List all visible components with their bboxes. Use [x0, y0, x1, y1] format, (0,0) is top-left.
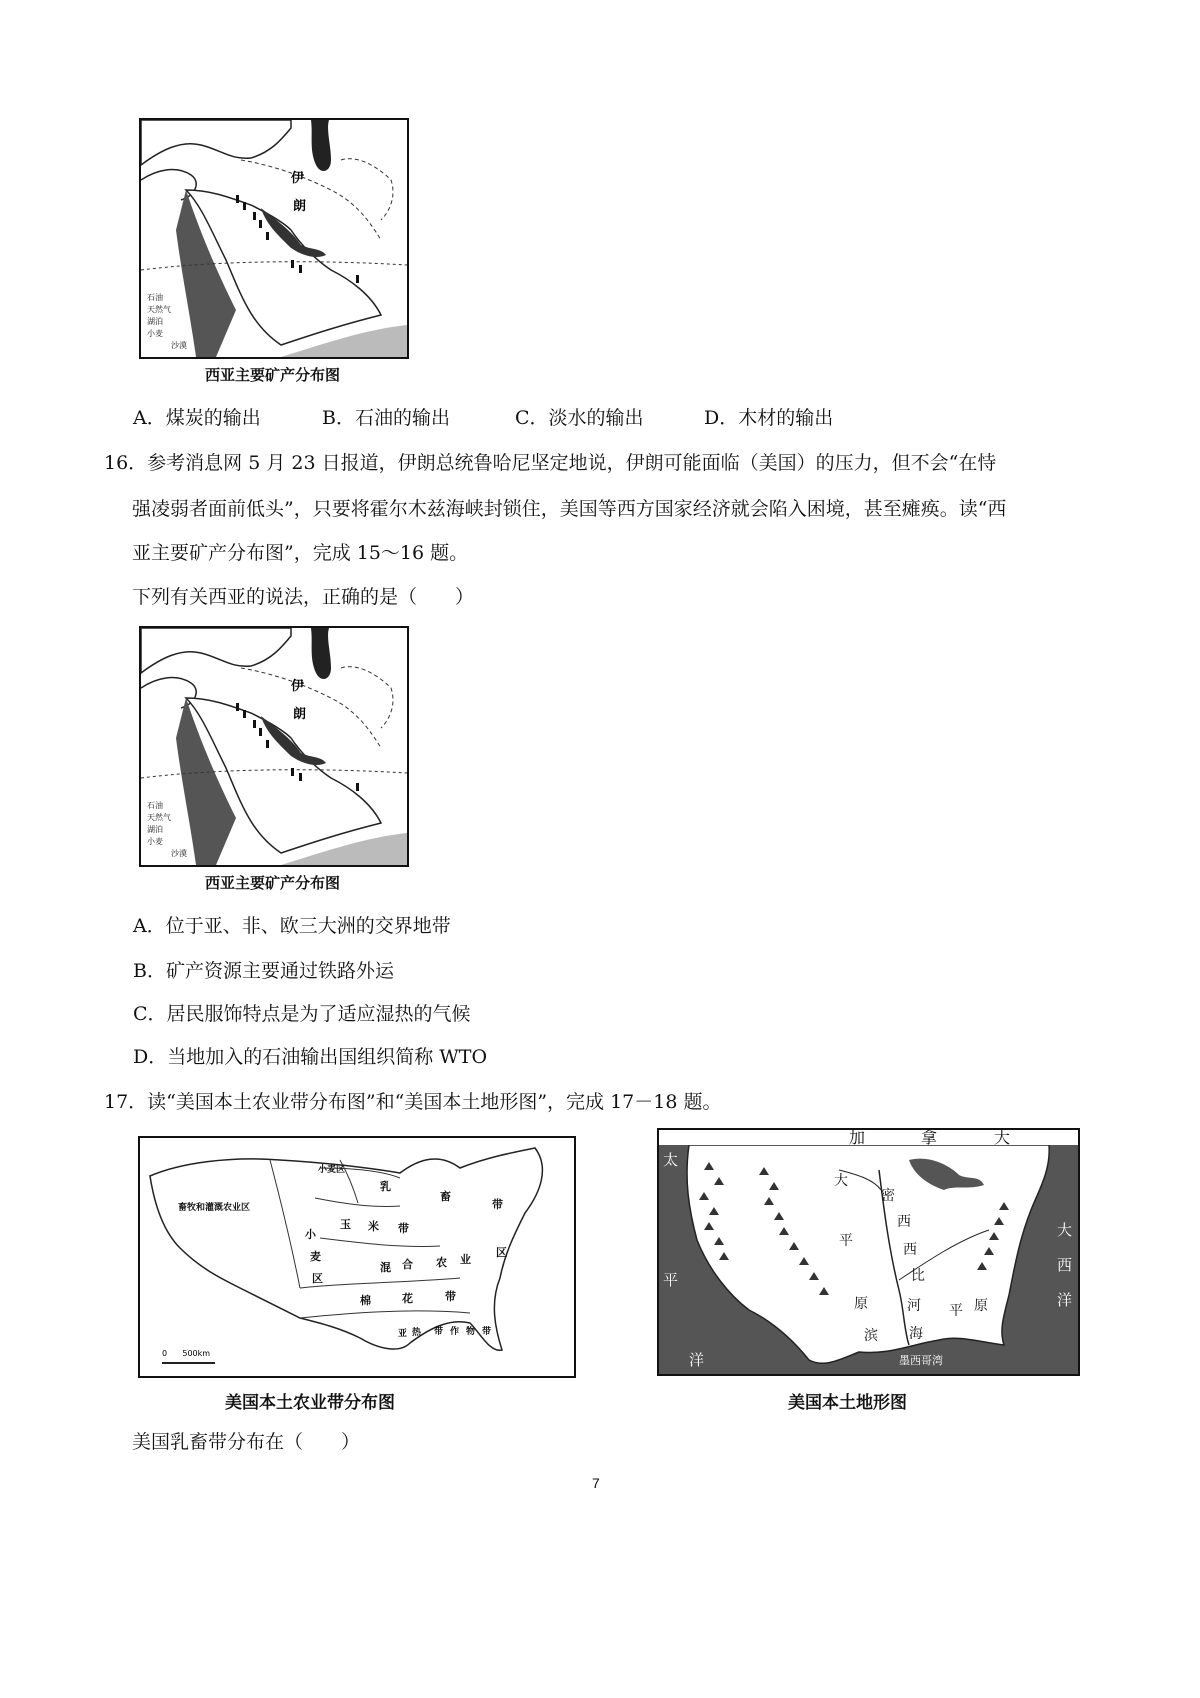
- map2-legend-gas: 天然气: [147, 813, 171, 822]
- agri-label-sub-4: 作: [450, 1327, 460, 1337]
- terrain-canada-1: 加: [849, 1130, 866, 1147]
- terrain-canada-2: 拿: [921, 1130, 938, 1147]
- terrain-miss-4: 比: [911, 1268, 925, 1284]
- terrain-gulf: 墨西哥湾: [899, 1354, 943, 1367]
- q16-line-1: 16．参考消息网 5 月 23 日报道，伊朗总统鲁哈尼坚定地说，伊朗可能面临（美国）的压力，但不会“在恃: [104, 452, 997, 474]
- us-terrain-map: [657, 1128, 1080, 1376]
- terrain-plains-3: 原: [854, 1296, 868, 1312]
- west-asia-map-1: [139, 118, 409, 359]
- terrain-plains-2: 平: [839, 1233, 853, 1249]
- agri-label-wheat2-2: 麦: [310, 1250, 321, 1263]
- agri-scale: 0 500km: [162, 1349, 211, 1358]
- terrain-miss-5: 河: [907, 1298, 921, 1314]
- map1-legend-wheat: 小麦: [147, 329, 163, 338]
- agri-label-sub-5: 物: [466, 1327, 476, 1337]
- map2-legend-desert: 沙漠: [171, 849, 187, 858]
- agri-label-mixed-5: 区: [496, 1246, 507, 1259]
- map1-legend-desert: 沙漠: [171, 341, 187, 350]
- terrain-canada-3: 大: [994, 1130, 1011, 1147]
- terrain-plains-1: 大: [834, 1173, 848, 1189]
- agri-label-wheat: 小麦区: [318, 1165, 346, 1175]
- agri-label-cotton-1: 棉: [360, 1294, 371, 1307]
- agri-label-dairy-3: 带: [492, 1198, 503, 1211]
- agri-label-corn-2: 米: [368, 1220, 379, 1233]
- map2-iran-label-1: 伊: [291, 679, 305, 694]
- map1-iran-label-1: 伊: [291, 171, 305, 186]
- terrain-coastal-1: 滨: [864, 1328, 878, 1344]
- agri-label-wheat2-3: 区: [312, 1272, 323, 1285]
- terrain-coastal-3: 平: [949, 1303, 963, 1319]
- terrain-miss-2: 西: [897, 1214, 911, 1230]
- agri-label-sub-1: 亚: [398, 1329, 408, 1339]
- agri-label-mixed-4: 业: [460, 1253, 471, 1266]
- q17-stem: 美国乳畜带分布在（ ）: [132, 1431, 361, 1453]
- map1-legend-oil: 石油: [147, 293, 163, 302]
- map2-legend-oil: 石油: [147, 801, 163, 810]
- map2-iran-label-2: 朗: [293, 707, 307, 722]
- map2-legend-wheat: 小麦: [147, 837, 163, 846]
- agri-label-corn-1: 玉: [340, 1218, 351, 1231]
- q16-line-2: 强凌弱者面前低头”，只要将霍尔木兹海峡封锁住，美国等西方国家经济就会陷入困境，甚至瘫痪。读“西: [132, 498, 1007, 520]
- q16-line-3: 亚主要矿产分布图”，完成 15～16 题。: [132, 542, 469, 564]
- terrain-coastal-4: 原: [974, 1298, 988, 1314]
- terrain-pacific-3: 洋: [689, 1351, 705, 1369]
- map1-legend-gas: 天然气: [147, 305, 171, 314]
- us-agriculture-map-drawing: [140, 1138, 574, 1376]
- q15-option-d: D．木材的输出: [704, 407, 834, 429]
- agri-label-cotton-3: 带: [445, 1290, 456, 1303]
- q15-option-b: B．石油的输出: [322, 407, 450, 429]
- q17-line: 17．读“美国本土农业带分布图”和“美国本土地形图”，完成 17－18 题。: [104, 1091, 722, 1113]
- agri-label-mixed-1: 混: [380, 1261, 391, 1274]
- agri-label-sub-3: 带: [434, 1327, 444, 1337]
- q16-option-b: B．矿产资源主要通过铁路外运: [133, 960, 394, 982]
- agri-map-caption: 美国本土农业带分布图: [225, 1393, 395, 1413]
- agri-label-mixed-3: 农: [436, 1256, 447, 1269]
- agri-label-ranch: 畜牧和灌溉农业区: [178, 1203, 251, 1213]
- map1-caption: 西亚主要矿产分布图: [205, 366, 341, 384]
- terrain-atlantic-1: 大: [1057, 1221, 1073, 1239]
- west-asia-map-1-drawing: [141, 120, 407, 357]
- terrain-pacific-2: 平: [663, 1271, 679, 1289]
- terrain-miss-1: 密: [881, 1188, 895, 1204]
- map2-caption: 西亚主要矿产分布图: [205, 874, 341, 892]
- terrain-atlantic-2: 西: [1057, 1256, 1073, 1274]
- terrain-atlantic-3: 洋: [1057, 1291, 1073, 1309]
- terrain-coastal-2: 海: [909, 1326, 923, 1342]
- west-asia-map-2: [139, 626, 409, 867]
- west-asia-map-2-drawing: [141, 628, 407, 865]
- q16-option-c: C．居民服饰特点是为了适应湿热的气候: [133, 1003, 471, 1025]
- page-number: 7: [592, 1475, 600, 1491]
- agri-label-mixed-2: 合: [402, 1258, 413, 1271]
- terrain-miss-3: 西: [903, 1242, 917, 1258]
- terrain-pacific-1: 太: [663, 1151, 679, 1169]
- q16-stem: 下列有关西亚的说法，正确的是（ ）: [132, 586, 475, 608]
- agri-label-dairy-1: 乳: [380, 1180, 391, 1193]
- agri-label-wheat2-1: 小: [305, 1228, 316, 1241]
- agri-label-sub-6: 带: [482, 1327, 492, 1337]
- agri-label-cotton-2: 花: [402, 1292, 413, 1305]
- us-terrain-map-drawing: [659, 1130, 1078, 1374]
- agri-label-sub-2: 热: [412, 1328, 422, 1338]
- q15-option-a: A．煤炭的输出: [133, 407, 261, 429]
- agri-label-dairy-2: 畜: [440, 1190, 451, 1203]
- map1-legend-lake: 湖泊: [147, 317, 163, 326]
- map2-legend-lake: 湖泊: [147, 825, 163, 834]
- q15-option-c: C．淡水的输出: [515, 407, 644, 429]
- us-agriculture-map: [138, 1136, 576, 1378]
- map1-iran-label-2: 朗: [293, 199, 307, 214]
- terrain-map-caption: 美国本土地形图: [788, 1393, 907, 1413]
- agri-label-corn-3: 带: [398, 1222, 409, 1235]
- q16-option-a: A．位于亚、非、欧三大洲的交界地带: [133, 915, 451, 937]
- q16-option-d: D．当地加入的石油输出国组织简称 WTO: [133, 1046, 488, 1068]
